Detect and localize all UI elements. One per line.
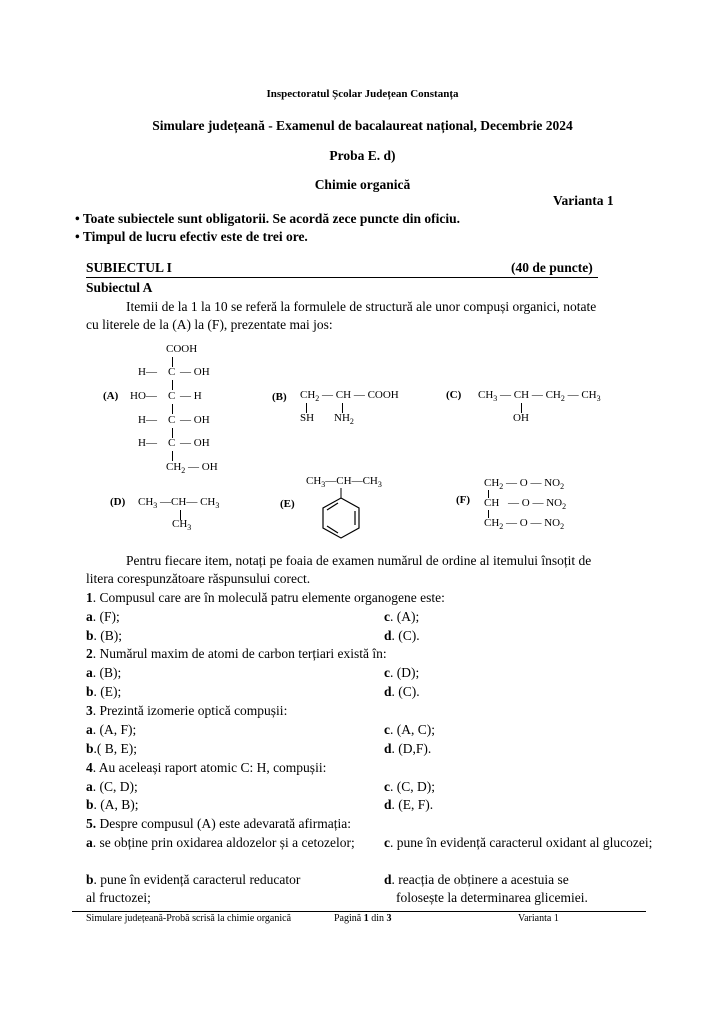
footer-divider	[72, 911, 646, 912]
structure-a-row4-right: — OH	[180, 414, 210, 426]
structure-a-row3-right: — H	[180, 390, 202, 402]
option-c: c. (A);	[384, 609, 420, 624]
option-b-cont: al fructozei;	[86, 890, 151, 905]
rule-mandatory: • Toate subiectele sunt obligatorii. Se acordă zece puncte din oficiu.	[75, 211, 460, 226]
option-a: a. (C, D);	[86, 779, 138, 794]
footer-page-number: Pagină 1 din 3	[334, 913, 392, 924]
footer-variant: Varianta 1	[518, 913, 559, 924]
intro-line-2: cu literele de la (A) la (F), prezentate mai jos:	[86, 317, 333, 332]
structure-a-row5-right: — OH	[180, 437, 210, 449]
intro-line-1: Itemii de la 1 la 10 se referă la formulele de structură ale unor compuși organici, notate	[126, 299, 597, 314]
structure-f-row2: CH — O — $NO_2$	[484, 497, 567, 511]
section-underline	[86, 277, 598, 278]
section-points: (40 de puncte)	[511, 260, 593, 275]
structure-d-chain: $CH_3$ —CH— $CH_3$	[138, 496, 220, 510]
structure-a-row2-left: H—	[138, 366, 157, 378]
structure-b-chain: $CH_2$ — CH — COOH	[300, 389, 399, 403]
institution-name: Inspectoratul Școlar Județean Constanța	[266, 88, 459, 100]
structure-a-label: (A)	[103, 390, 119, 402]
option-a: a. se obține prin oxidarea aldozelor și a cetozelor;	[86, 835, 355, 850]
bond	[172, 404, 173, 414]
option-d: d. reacția de obținere a acestuia se	[384, 872, 569, 887]
variant-label: Varianta 1	[553, 193, 614, 208]
structure-f-label: (F)	[456, 494, 471, 506]
structure-b-sh: SH	[300, 412, 315, 424]
option-d: d. (C).	[384, 684, 420, 699]
structure-a-row2-c: C	[168, 366, 176, 378]
question-text: 2. Numărul maxim de atomi de carbon terțiari există în:	[86, 646, 387, 661]
structure-a-row5-left: H—	[138, 437, 157, 449]
option-d-cont: folosește la determinarea glicemiei.	[396, 890, 588, 905]
exam-title: Simulare județeană - Examenul de bacalaureat național, Decembrie 2024	[152, 118, 573, 133]
structure-b-label: (B)	[272, 391, 287, 403]
instructions-line-1: Pentru fiecare item, notați pe foaia de examen numărul de ordine al itemului însoțit de	[126, 553, 592, 568]
structure-a-row3-c: C	[168, 390, 176, 402]
structure-d-ch3-branch: $CH_3$	[172, 518, 192, 532]
proba-label: Proba E. d)	[329, 148, 396, 163]
bond	[172, 451, 173, 461]
option-b: b. (A, B);	[86, 797, 139, 812]
structure-a-row2-right: — OH	[180, 366, 210, 378]
option-c: c. (C, D);	[384, 779, 435, 794]
structure-c-label: (C)	[446, 389, 462, 401]
question-text: 3. Prezintă izomerie optică compușii:	[86, 703, 288, 718]
structure-a-row3-left: HO—	[130, 390, 157, 402]
bond	[172, 380, 173, 390]
option-d: d. (E, F).	[384, 797, 434, 812]
footer-left: Simulare județeană-Probă scrisă la chimie organică	[86, 913, 292, 924]
section-title: SUBIECTUL I	[86, 260, 172, 275]
option-a: a. (B);	[86, 665, 122, 680]
structure-a-row4-left: H—	[138, 414, 157, 426]
option-b: b. (B);	[86, 628, 123, 643]
structure-a-cooh: COOH	[166, 343, 198, 355]
structure-f-row3: $CH_2$ — O — $NO_2$	[484, 517, 565, 531]
structure-f-row1: $CH_2$ — O — $NO_2$	[484, 477, 565, 491]
structure-d-label: (D)	[110, 496, 126, 508]
option-b: b.( B, E);	[86, 741, 138, 756]
rule-time: • Timpul de lucru efectiv este de trei ore.	[75, 229, 308, 244]
option-b: b. (E);	[86, 684, 122, 699]
subject-title: Chimie organică	[314, 177, 411, 192]
structure-c-oh: OH	[513, 412, 529, 424]
structure-b-nh2: $NH_2$	[334, 412, 354, 426]
option-d: d. (D,F).	[384, 741, 432, 756]
structure-a-row6: $CH_2$ — OH	[166, 461, 218, 475]
option-c: c. (A, C);	[384, 722, 435, 737]
question-text: 4. Au aceleași raport atomic C: H, compușii:	[86, 760, 327, 775]
structure-e-label: (E)	[280, 498, 295, 510]
structure-a-row5-c: C	[168, 437, 176, 449]
option-b: b. pune în evidență caracterul reducator	[86, 872, 301, 887]
option-c: c. pune în evidență caracterul oxidant al glucozei;	[384, 835, 653, 850]
benzene-ring-icon	[318, 488, 364, 540]
structure-a-row4-c: C	[168, 414, 176, 426]
structure-c-chain: $CH_3$ — CH — $CH_2$ — $CH_3$	[478, 389, 601, 403]
instructions-line-2: litera corespunzătoare răspunsului corect.	[86, 571, 311, 586]
question-text: 1. Compusul care are în moleculă patru elemente organogene este:	[86, 590, 445, 605]
structure-e-chain: $CH_3—CH—CH_3$	[306, 475, 382, 489]
option-c: c. (D);	[384, 665, 420, 680]
option-d: d. (C).	[384, 628, 420, 643]
section-subtitle: Subiectul A	[86, 280, 153, 295]
question-text: 5. Despre compusul (A) este adevarată afirmația:	[86, 816, 352, 831]
option-a: a. (F);	[86, 609, 120, 624]
option-a: a. (A, F);	[86, 722, 137, 737]
